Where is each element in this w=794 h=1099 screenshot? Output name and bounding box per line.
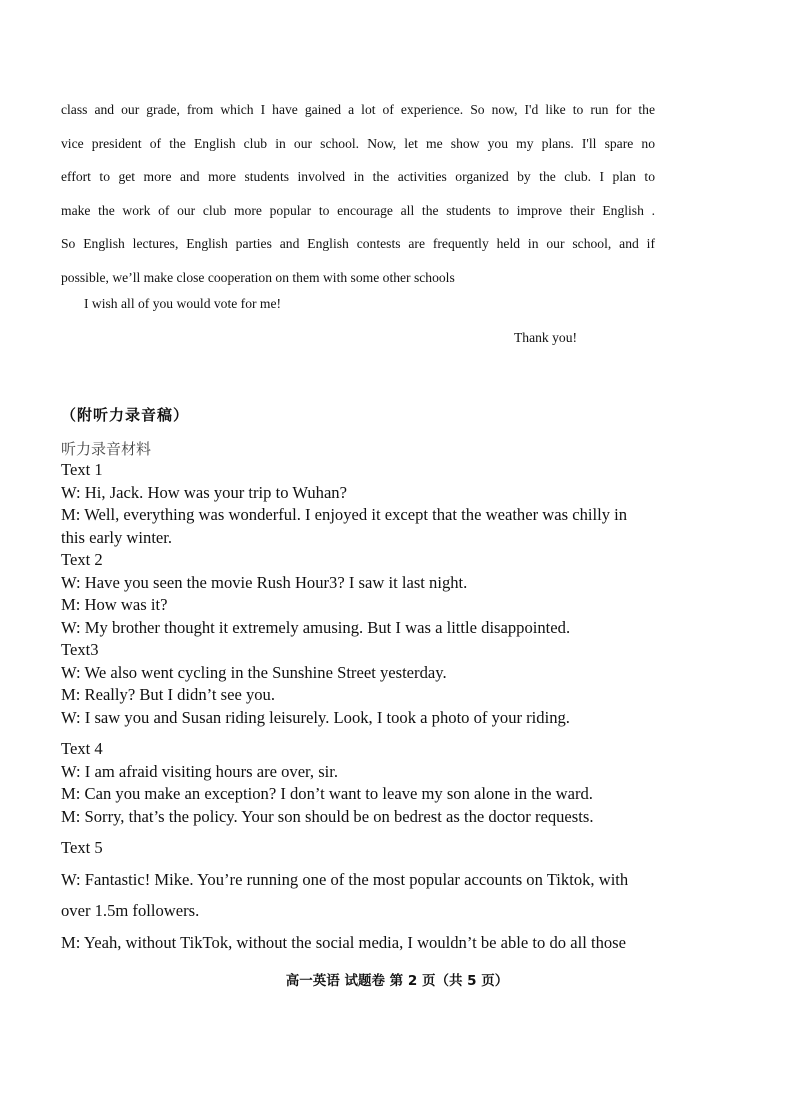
text5-line: M: Yeah, without TikTok, without the social media, I wouldn’t be able to do all those <box>61 933 626 952</box>
appendix-title: （附听力录音稿） <box>61 406 190 424</box>
transcript-line: W: Have you seen the movie Rush Hour3? I saw it last night. <box>61 572 468 592</box>
transcript-line: W: I saw you and Susan riding leisurely. Look, I took a photo of your riding. <box>61 707 570 727</box>
text5-line: over 1.5m followers. <box>61 901 200 920</box>
transcript-line: Text 1 <box>61 460 103 479</box>
material-title: 听力录音材料 <box>61 440 152 458</box>
transcript-line: Text 2 <box>61 550 103 569</box>
speech-line: effort to get more and more students involved in the activities organized by the club. I plan to <box>61 169 655 185</box>
transcript-line: M: Well, everything was wonderful. I enjoyed it except that the weather was chilly in <box>61 505 628 524</box>
speech-line: possible, we’ll make close cooperation on them with some other schools <box>61 269 455 285</box>
transcript-line: W: My brother thought it extremely amusing. But I was a little disappointed. <box>61 617 571 637</box>
transcript-line: M: Can you make an exception? I don’t want to leave my son alone in the ward. <box>61 784 593 803</box>
speech-paragraph <box>61 93 655 295</box>
transcript-line: W: Hi, Jack. How was your trip to Wuhan? <box>61 482 347 502</box>
text5-line: W: Fantastic! Mike. You’re running one of the most popular accounts on Tiktok, with <box>61 870 629 889</box>
speech-line: vice president of the English club in our school. Now, let me show you my plans. I'll spare no <box>61 135 655 151</box>
page-footer: 高一英语 试题卷 第 2 页（共 5 页） <box>285 973 509 989</box>
transcript-line: this early winter. <box>61 527 173 547</box>
speech-line: class and our grade, from which I have gained a lot of experience. So now, I'd like to run for the <box>61 102 655 117</box>
transcript-line: Text 4 <box>61 739 103 758</box>
transcript-line: M: Sorry, that’s the policy. Your son should be on bedrest as the doctor requests. <box>61 806 594 826</box>
transcript-line: M: How was it? <box>61 595 168 614</box>
transcript-line: W: We also went cycling in the Sunshine Street yesterday. <box>61 662 447 682</box>
transcript-line: M: Really? But I didn’t see you. <box>61 685 276 704</box>
text5-heading: Text 5 <box>61 838 103 857</box>
transcript-line: W: I am afraid visiting hours are over, sir. <box>61 761 339 781</box>
closing-wish: I wish all of you would vote for me! <box>84 296 282 311</box>
transcript-block-1 <box>61 459 661 729</box>
speech-line: So English lectures, English parties and English contests are frequently held in our school, and if <box>61 236 655 252</box>
speech-line: make the work of our club more popular to encourage all the students to improve their English . <box>61 202 655 218</box>
transcript-line: Text3 <box>61 640 99 659</box>
transcript-block-2 <box>61 738 661 828</box>
closing-thanks: Thank you! <box>514 330 578 345</box>
